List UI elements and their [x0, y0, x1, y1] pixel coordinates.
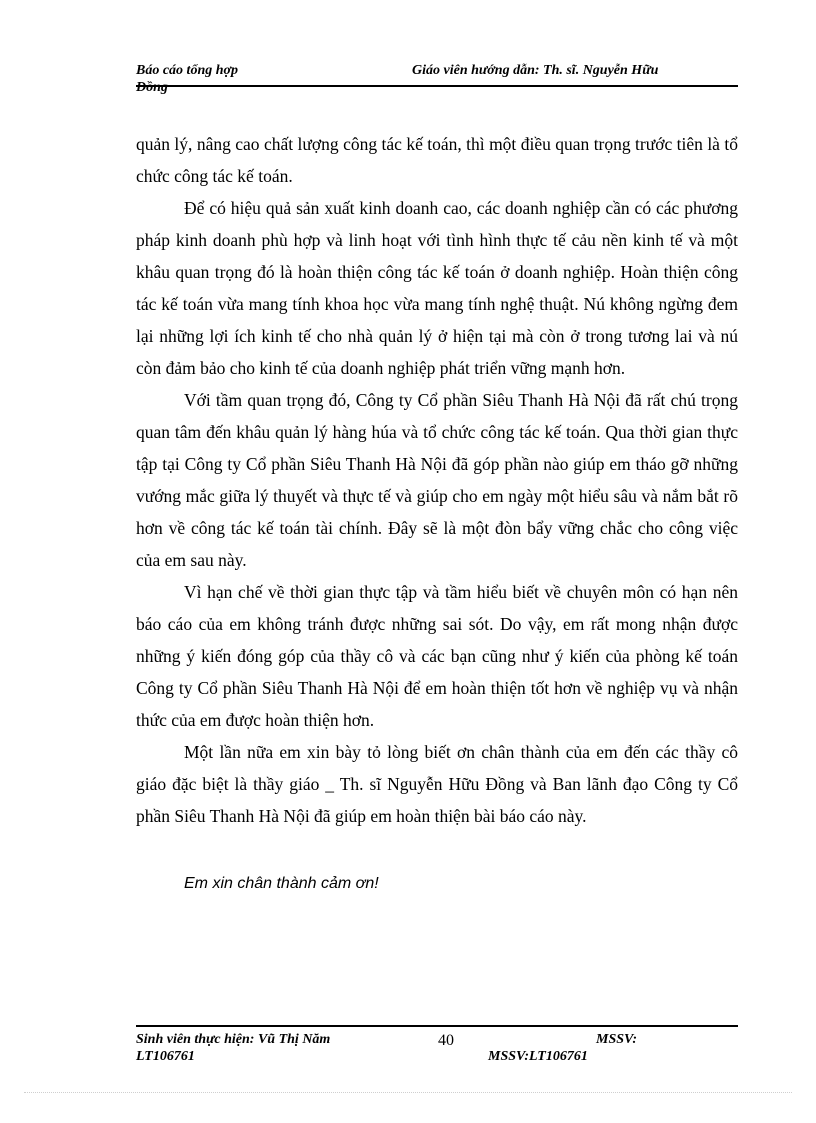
- header-divider: [136, 85, 738, 87]
- footer-divider: [136, 1025, 738, 1027]
- header-report-title-line1: Báo cáo tổng hợp: [136, 63, 239, 78]
- header-supervisor: Giáo viên hướng dẫn: Th. sĩ. Nguyễn Hữu: [412, 63, 659, 78]
- closing-thanks: Em xin chân thành cảm ơn!: [184, 875, 379, 892]
- paragraph-4: Vì hạn chế về thời gian thực tập và tầm hiểu biết về chuyên môn có hạn nên báo cáo của em không tránh được những sai sót. Do vậy, em rất mong nhận được những ý kiến đóng góp của thầy cô và các bạn cũng như ý kiến của phòng kế toán Công ty Cổ phần Siêu Thanh Hà Nội để em hoàn thiện tốt hơn về nghiệp vụ và nhận thức của em được hoàn thiện hơn.: [136, 582, 738, 730]
- paragraph-5: Một lần nữa em xin bày tỏ lòng biết ơn chân thành của em đến các thầy cô giáo đặc biệt là thầy giáo _ Th. sĩ Nguyễn Hữu Đồng và Ban lãnh đạo Công ty Cổ phần Siêu Thanh Hà Nội đã giúp em hoàn thiện bài báo cáo này.: [136, 742, 738, 826]
- footer-student-name: Sinh viên thực hiện: Vũ Thị Năm: [136, 1032, 331, 1047]
- paragraph-1: quản lý, nâng cao chất lượng công tác kế toán, thì một điều quan trọng trước tiên là tổ chức công tác kế toán.: [136, 134, 738, 186]
- page-header: [136, 62, 738, 102]
- paragraph-2: Để có hiệu quả sản xuất kinh doanh cao, các doanh nghiệp cần có các phương pháp kinh doanh phù hợp và linh hoạt với tình hình thực tế cảu nền kinh tế và một khâu quan trọng đó là hoàn thiện công tác kế toán ở doanh nghiệp. Hoàn thiện công tác kế toán vừa mang tính khoa học vừa mang tính nghệ thuật. Nú không ngừng đem lại những lợi ích kinh tế cho nhà quản lý ở hiện tại mà còn ở trong tương lai và nú còn đảm bảo cho kinh tế của doanh nghiệp phát triển vững mạnh hơn.: [136, 198, 738, 378]
- header-report-title-line2: Đồng: [136, 80, 168, 95]
- footer-mssv-label: MSSV:: [596, 1032, 637, 1047]
- footer-student: [136, 1031, 330, 1065]
- paragraph-3: Với tầm quan trọng đó, Công ty Cổ phần Siêu Thanh Hà Nội đã rất chú trọng quan tâm đến khâu quản lý hàng húa và tổ chức công tác kế toán. Qua thời gian thực tập tại Công ty Cổ phần Siêu Thanh Hà Nội đã góp phần nào giúp em tháo gỡ những vướng mắc giữa lý thuyết và thực tế và giúp cho em ngày một hiểu sâu và nắm bắt rõ hơn về công tác kế toán tài chính. Đây sẽ là một đòn bẩy vững chắc cho công việc của em sau này.: [136, 390, 738, 570]
- header-report-title: [136, 62, 276, 96]
- footer-mssv-value: MSSV:LT106761: [488, 1049, 588, 1064]
- page-edge-divider: [24, 1092, 792, 1093]
- page-number: 40: [438, 1032, 454, 1049]
- footer-student-id: LT106761: [136, 1049, 195, 1064]
- document-body: [136, 128, 738, 832]
